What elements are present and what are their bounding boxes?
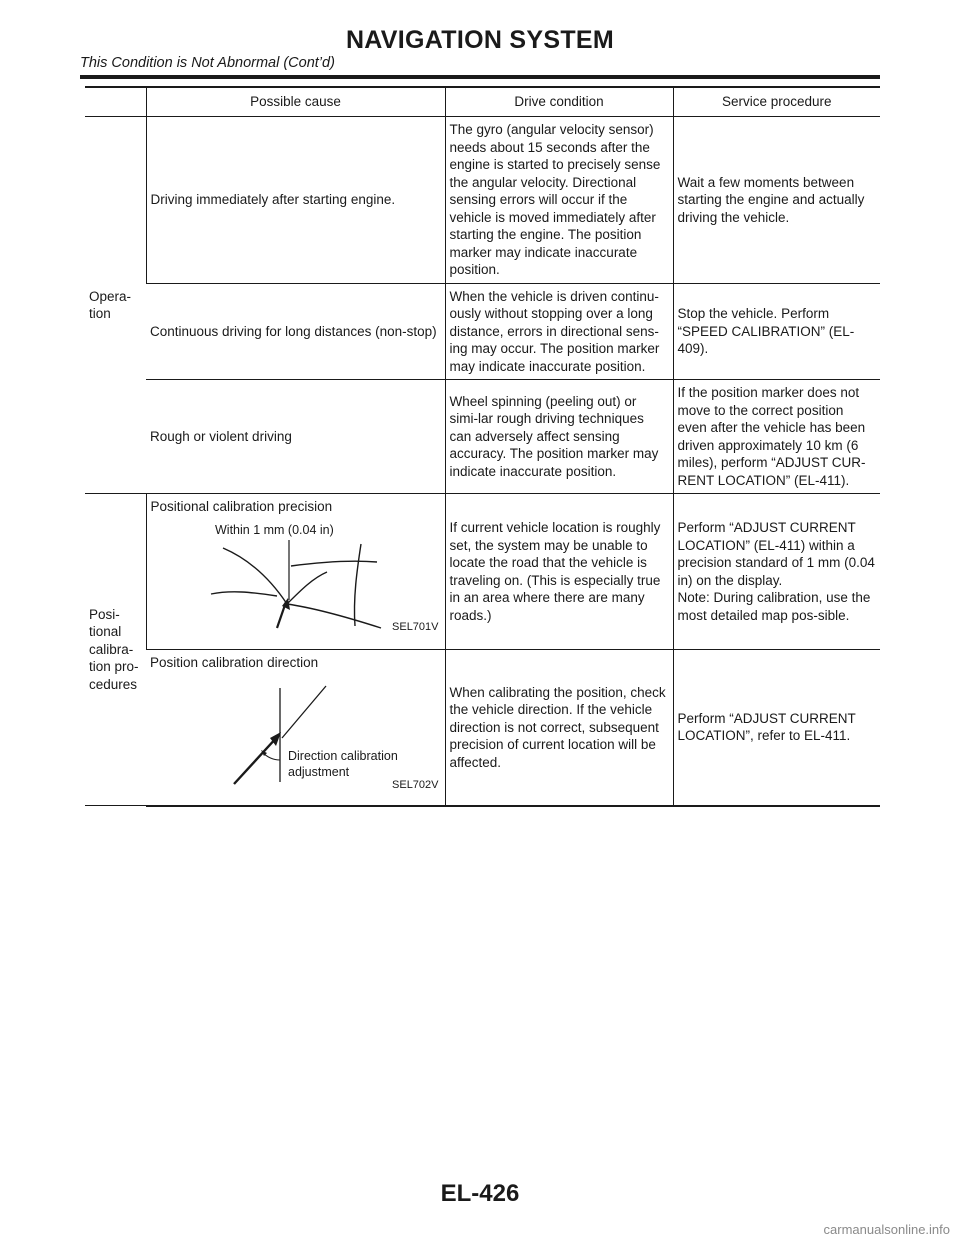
figure-code: SEL702V	[392, 778, 439, 791]
position-arrow	[234, 736, 278, 784]
figure-label: adjustment	[288, 764, 350, 779]
road-line	[211, 591, 277, 595]
table-row	[85, 380, 880, 494]
page-title: NAVIGATION SYSTEM	[345, 26, 615, 54]
header-rule	[80, 75, 880, 79]
table-row	[85, 650, 880, 806]
cause-title: Position calibration direction	[150, 655, 319, 670]
cause-cell: Continuous driving for long distances (non-stop)	[146, 283, 445, 380]
watermark: carmanualsonline.info	[823, 1222, 950, 1237]
cause-cell: Driving immediately after starting engine.	[146, 117, 445, 284]
table-row	[85, 494, 880, 650]
procedure-cell	[673, 494, 880, 650]
header-drive-condition: Drive condition	[445, 87, 673, 117]
direction-diagram	[150, 676, 430, 788]
figure-label: Direction calibration	[288, 748, 398, 763]
condition-table	[85, 86, 880, 807]
cause-cell	[146, 494, 445, 650]
road-line	[291, 561, 377, 566]
condition-cell: If current vehicle location is roughly set, the system may be unable to locate the road that the vehicle is traveling on. (This is especially true in an area where there are many roads.)	[445, 494, 673, 650]
category-cell	[85, 117, 146, 494]
page-number: EL-426	[440, 1180, 520, 1207]
road-line	[287, 604, 381, 628]
header-possible-cause: Possible cause	[146, 87, 445, 117]
figure-direction	[150, 676, 441, 793]
cause-cell: Rough or violent driving	[146, 380, 445, 494]
road-line	[287, 572, 327, 604]
precision-diagram	[151, 520, 431, 630]
procedure-text: Perform “ADJUST CURRENT LOCATION” (EL-411) within a precision standard of 1 mm (0.04 in) on the display. Note: During calibration, use the most detailed map pos-sible.	[677, 520, 875, 623]
category-cell	[85, 494, 146, 806]
procedure-cell: Perform “ADJUST CURRENT LOCATION”, refer to EL-411.	[673, 650, 880, 806]
table-row	[85, 283, 880, 380]
road-line	[223, 548, 287, 604]
category-operation: Opera- tion	[89, 288, 132, 321]
header-service-procedure: Service procedure	[673, 87, 880, 117]
road-line	[282, 686, 326, 738]
figure-label: Within 1 mm (0.04 in)	[214, 522, 334, 537]
table-row	[85, 117, 880, 284]
procedure-cell: Wait a few moments between starting the engine and actually driving the vehicle.	[673, 117, 880, 284]
procedure-cell: If the position marker does not move to the correct position even after the vehicle has been driven approximately 10 km (6 miles), perform “ADJUST CUR-RENT LOCATION” (EL-411).	[673, 380, 880, 494]
figure-precision	[151, 520, 441, 635]
cause-cell	[146, 650, 445, 806]
procedure-cell: Stop the vehicle. Perform “SPEED CALIBRATION” (EL-409).	[673, 283, 880, 380]
road-line	[354, 544, 361, 626]
condition-cell: Wheel spinning (peeling out) or simi-lar rough driving techniques can adversely affect sensing accuracy. The position marker may indicate inaccurate position.	[445, 380, 673, 494]
condition-cell: When calibrating the position, check the vehicle direction. If the vehicle direction is not correct, subsequent precision of current location will be affected.	[445, 650, 673, 806]
header-category	[85, 87, 146, 117]
condition-cell: The gyro (angular velocity sensor) needs about 15 seconds after the engine is started to precisely sense the angular velocity. Directional sensing errors will occur if the vehicle is moved immediately after starting the engine. The position marker may indicate inaccurate position.	[445, 117, 673, 284]
figure-code: SEL701V	[392, 620, 439, 633]
table-header-row	[85, 87, 880, 117]
cause-title: Positional calibration precision	[150, 499, 333, 514]
category-positional-calibration: Posi- tional calibra- tion pro- cedures	[89, 606, 139, 692]
condition-cell: When the vehicle is driven continu-ously without stopping over a long distance, errors in directional sens-ing may occur. The position marker may indicate inaccurate position.	[445, 283, 673, 380]
page-subtitle: This Condition is Not Abnormal (Cont’d)	[80, 55, 335, 71]
